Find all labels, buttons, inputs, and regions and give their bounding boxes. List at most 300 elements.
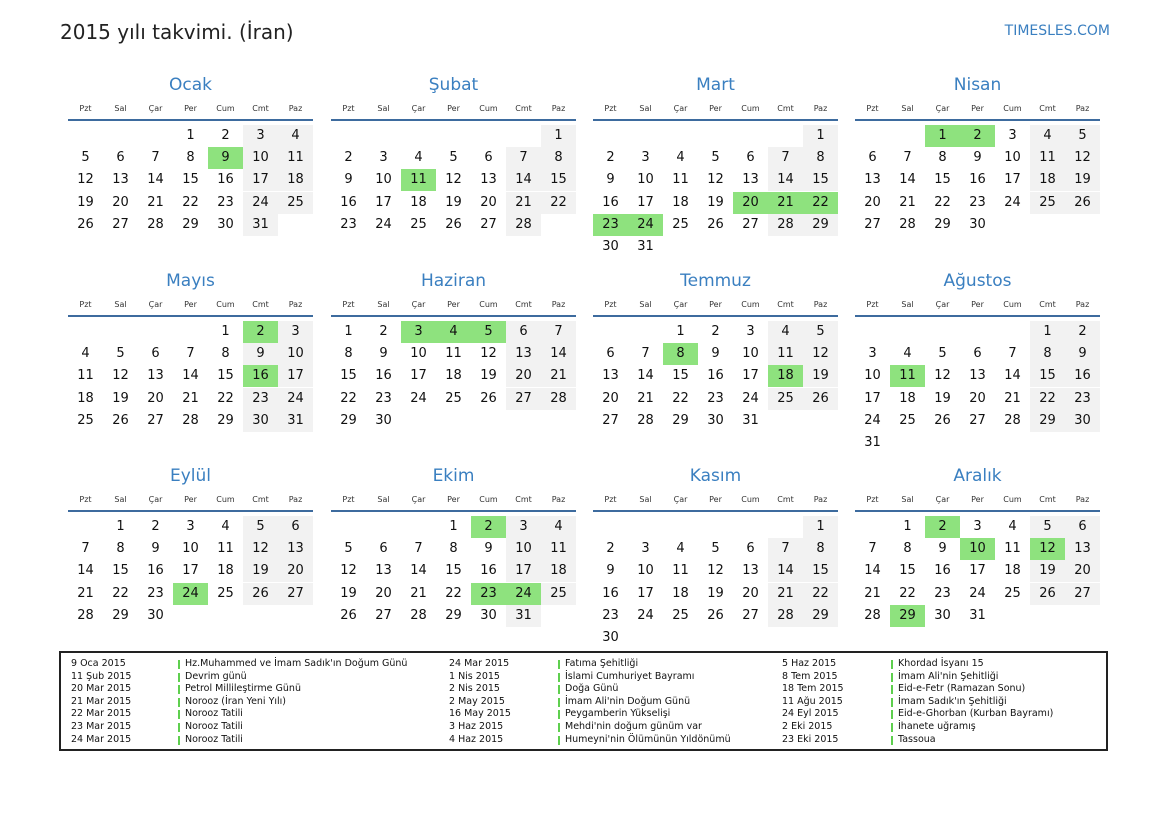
day-cell: 5 <box>938 346 947 362</box>
weekday-label: Sal <box>639 104 652 113</box>
holiday-marker-icon <box>178 660 180 669</box>
day-cell: 8 <box>903 541 912 557</box>
month-name: Temmuz <box>680 271 751 291</box>
day-cell: 10 <box>506 538 541 560</box>
day-cell: 24 <box>278 388 313 410</box>
day-cell: 27 <box>864 216 881 232</box>
holiday-name: İmam Ali'nin Doğum Günü <box>565 695 691 707</box>
holiday-marker-icon <box>558 736 560 745</box>
legend-column <box>449 658 789 746</box>
holiday-day-cell: 9 <box>208 147 243 169</box>
day-cell: 5 <box>711 150 720 166</box>
day-cell: 20 <box>742 585 759 601</box>
day-cell: 1 <box>803 125 838 147</box>
day-cell: 28 <box>77 607 94 623</box>
day-cell: 15 <box>1030 365 1065 387</box>
weekday-label: Cmt <box>777 300 794 309</box>
day-cell: 1 <box>449 519 458 534</box>
day-cell: 18 <box>445 368 462 384</box>
weekday-header <box>593 103 838 115</box>
weekday-label: Paz <box>813 300 828 309</box>
day-cell: 27 <box>278 583 313 605</box>
weekday-label: Paz <box>288 104 303 113</box>
weekday-label: Sal <box>377 300 390 309</box>
weekday-label: Sal <box>114 300 127 309</box>
weekday-label: Pzt <box>342 495 355 504</box>
day-cell: 8 <box>221 346 230 362</box>
weekday-label: Cmt <box>1039 300 1056 309</box>
month-11 <box>593 466 838 656</box>
holiday-date: 23 Eki 2015 <box>782 733 839 745</box>
weekday-label: Çar <box>148 300 163 309</box>
day-cell: 24 <box>864 412 881 428</box>
day-cell: 3 <box>186 519 195 534</box>
day-cell: 6 <box>868 150 877 166</box>
day-cell: 6 <box>116 150 125 166</box>
weekday-label: Çar <box>411 300 426 309</box>
holiday-marker-icon <box>891 736 893 745</box>
weekday-label: Çar <box>935 104 950 113</box>
day-cell: 3 <box>1008 128 1017 143</box>
day-cell: 11 <box>278 147 313 169</box>
day-cell: 6 <box>606 346 615 362</box>
day-cell: 27 <box>969 412 986 428</box>
legend-row <box>71 734 411 747</box>
holiday-date: 2 May 2015 <box>449 695 505 707</box>
day-cell: 19 <box>445 194 462 210</box>
day-cell: 17 <box>182 563 199 579</box>
holiday-date: 8 Tem 2015 <box>782 670 838 682</box>
legend-row <box>782 696 1122 709</box>
day-cell: 5 <box>116 346 125 362</box>
day-cell: 30 <box>934 607 951 623</box>
month-divider <box>593 119 838 121</box>
holiday-day-cell: 21 <box>768 192 803 214</box>
holiday-marker-icon <box>891 660 893 669</box>
month-name: Aralık <box>953 466 1002 486</box>
day-cell: 28 <box>506 214 541 236</box>
holiday-name: Humeyni'nin Ölümünün Yıldönümü <box>565 733 731 745</box>
day-cell: 26 <box>1065 192 1100 214</box>
day-cell: 16 <box>340 194 357 210</box>
weekday-header <box>68 299 313 311</box>
day-cell: 27 <box>480 216 497 232</box>
day-cell: 14 <box>1004 368 1021 384</box>
holiday-marker-icon <box>891 685 893 694</box>
day-cell: 25 <box>278 192 313 214</box>
site-link[interactable]: TIMESLES.COM <box>1004 23 1110 39</box>
day-cell: 15 <box>112 563 129 579</box>
day-cell: 20 <box>602 390 619 406</box>
day-cell: 29 <box>445 607 462 623</box>
weekday-label: Pzt <box>79 300 92 309</box>
day-cell: 5 <box>81 150 90 166</box>
day-cell: 16 <box>1065 365 1100 387</box>
day-cell: 23 <box>217 194 234 210</box>
month-name: Eylül <box>169 466 212 486</box>
day-cell: 12 <box>340 563 357 579</box>
holiday-day-cell: 23 <box>593 214 628 236</box>
day-cell: 10 <box>182 541 199 557</box>
holiday-name: Petrol Millileştirme Günü <box>185 683 301 695</box>
legend-row <box>782 658 1122 671</box>
weekday-label: Sal <box>901 300 914 309</box>
month-name: Haziran <box>420 271 487 291</box>
day-cell: 14 <box>506 169 541 191</box>
holiday-day-cell: 11 <box>401 169 436 191</box>
day-cell: 18 <box>541 560 576 582</box>
weekday-label: Paz <box>551 300 566 309</box>
holiday-day-cell: 10 <box>960 538 995 560</box>
day-cell: 1 <box>344 324 353 339</box>
day-cell: 6 <box>746 150 755 166</box>
holiday-name: Norooz (İran Yeni Yılı) <box>185 695 287 707</box>
day-cell: 19 <box>1065 169 1100 191</box>
day-cell: 6 <box>1065 516 1100 538</box>
day-cell: 28 <box>182 412 199 428</box>
holiday-date: 5 Haz 2015 <box>782 658 837 669</box>
day-cell: 20 <box>864 194 881 210</box>
day-cell: 30 <box>969 216 986 232</box>
day-cell: 4 <box>221 519 230 534</box>
day-cell: 25 <box>410 216 427 232</box>
day-cell: 22 <box>1030 388 1065 410</box>
month-divider <box>68 510 313 512</box>
day-cell: 17 <box>375 194 392 210</box>
day-cell: 22 <box>340 390 357 406</box>
weekday-header <box>331 494 576 506</box>
day-cell: 29 <box>340 412 357 428</box>
weekday-label: Per <box>184 104 197 113</box>
day-cell: 10 <box>864 368 881 384</box>
day-cell: 23 <box>969 194 986 210</box>
holiday-date: 23 Mar 2015 <box>71 720 132 732</box>
holiday-day-cell: 12 <box>1030 538 1065 560</box>
day-cell: 11 <box>77 368 94 384</box>
month-divider <box>331 315 576 317</box>
legend-row <box>782 671 1122 684</box>
day-cell: 29 <box>934 216 951 232</box>
day-cell: 29 <box>803 214 838 236</box>
legend-row <box>782 708 1122 721</box>
day-cell: 17 <box>506 560 541 582</box>
holiday-day-cell: 2 <box>243 321 278 343</box>
day-cell: 17 <box>742 368 759 384</box>
holiday-date: 11 Şub 2015 <box>71 670 132 682</box>
day-cell: 30 <box>1065 410 1100 432</box>
weekday-label: Paz <box>288 300 303 309</box>
day-cell: 17 <box>410 368 427 384</box>
day-cell: 23 <box>602 607 619 623</box>
day-cell: 15 <box>803 169 838 191</box>
weekday-label: Sal <box>114 104 127 113</box>
weekday-label: Cum <box>1003 495 1022 504</box>
holiday-name: Norooz Tatili <box>185 708 243 720</box>
day-cell: 3 <box>641 150 650 166</box>
legend-row <box>71 683 411 696</box>
day-cell: 31 <box>278 410 313 432</box>
day-cell: 20 <box>278 560 313 582</box>
holiday-name: Eid-e-Ghorban (Kurban Bayramı) <box>898 708 1054 720</box>
day-cell: 19 <box>707 585 724 601</box>
day-cell: 9 <box>344 172 353 188</box>
day-cell: 25 <box>1004 585 1021 601</box>
weekday-label: Sal <box>114 495 127 504</box>
day-cell: 27 <box>602 412 619 428</box>
holiday-name: İmam Ali'nin Şehitliği <box>898 670 999 682</box>
day-cell: 16 <box>602 585 619 601</box>
day-cell: 17 <box>243 169 278 191</box>
holiday-marker-icon <box>178 736 180 745</box>
day-cell: 10 <box>375 172 392 188</box>
holiday-marker-icon <box>558 673 560 682</box>
month-divider <box>855 119 1100 121</box>
weekday-label: Cum <box>479 300 498 309</box>
day-cell: 20 <box>969 390 986 406</box>
month-name: Ekim <box>432 466 475 486</box>
day-cell: 22 <box>803 583 838 605</box>
weekday-label: Çar <box>411 495 426 504</box>
day-cell: 9 <box>484 541 493 557</box>
legend-row <box>449 683 789 696</box>
day-cell: 18 <box>899 390 916 406</box>
day-cell: 28 <box>768 214 803 236</box>
holiday-name: İslami Cumhuriyet Bayramı <box>565 670 695 682</box>
day-cell: 9 <box>606 563 615 579</box>
day-cell: 29 <box>217 412 234 428</box>
day-cell: 24 <box>1004 194 1021 210</box>
legend-row <box>449 734 789 747</box>
day-cell: 9 <box>379 346 388 362</box>
day-cell: 23 <box>934 585 951 601</box>
month-divider <box>68 119 313 121</box>
day-cell: 27 <box>742 607 759 623</box>
weekday-label: Cum <box>216 104 235 113</box>
weekday-label: Sal <box>639 495 652 504</box>
day-cell: 12 <box>77 172 94 188</box>
weekday-label: Pzt <box>79 495 92 504</box>
weekday-label: Cmt <box>1039 495 1056 504</box>
day-cell: 8 <box>938 150 947 166</box>
day-cell: 9 <box>711 346 720 362</box>
legend-row <box>71 721 411 734</box>
day-cell: 28 <box>864 607 881 623</box>
holiday-day-cell: 23 <box>471 583 506 605</box>
weekday-label: Çar <box>673 104 688 113</box>
day-cell: 7 <box>641 346 650 362</box>
weekday-label: Çar <box>673 300 688 309</box>
day-cell: 2 <box>151 519 160 534</box>
day-cell: 21 <box>899 194 916 210</box>
weekday-label: Cmt <box>252 300 269 309</box>
day-cell: 6 <box>506 321 541 343</box>
day-cell: 13 <box>742 563 759 579</box>
day-cell: 7 <box>506 147 541 169</box>
day-cell: 13 <box>480 172 497 188</box>
holiday-name: Tassoua <box>898 733 936 745</box>
holiday-day-cell: 8 <box>663 343 698 365</box>
holiday-marker-icon <box>178 710 180 719</box>
holiday-name: Peygamberin Yükselişi <box>565 708 671 720</box>
day-cell: 12 <box>1065 147 1100 169</box>
day-cell: 20 <box>1065 560 1100 582</box>
weekday-header <box>331 103 576 115</box>
weekday-label: Çar <box>673 495 688 504</box>
legend-column <box>782 658 1122 746</box>
day-cell: 12 <box>243 538 278 560</box>
day-cell: 25 <box>445 390 462 406</box>
holiday-date: 18 Tem 2015 <box>782 683 844 695</box>
day-cell: 7 <box>414 541 423 557</box>
month-10 <box>331 466 576 656</box>
day-cell: 24 <box>243 192 278 214</box>
day-cell: 17 <box>1004 172 1021 188</box>
day-cell: 29 <box>803 605 838 627</box>
weekday-label: Cum <box>216 495 235 504</box>
holiday-day-cell: 11 <box>890 365 925 387</box>
day-cell: 26 <box>112 412 129 428</box>
day-cell: 22 <box>112 585 129 601</box>
holiday-name: Mehdi'nin doğum günüm var <box>565 720 702 732</box>
day-cell: 20 <box>112 194 129 210</box>
day-cell: 4 <box>1008 519 1017 534</box>
holiday-name: İmam Sadık'ın Şehitliği <box>898 695 1007 707</box>
holiday-legend <box>59 651 1108 751</box>
day-cell: 15 <box>934 172 951 188</box>
weekday-label: Pzt <box>342 104 355 113</box>
day-cell: 3 <box>973 519 982 534</box>
day-cell: 12 <box>803 343 838 365</box>
day-cell: 3 <box>506 516 541 538</box>
day-cell: 14 <box>77 563 94 579</box>
day-cell: 22 <box>934 194 951 210</box>
day-cell: 25 <box>77 412 94 428</box>
day-cell: 1 <box>803 516 838 538</box>
day-cell: 16 <box>147 563 164 579</box>
day-cell: 1 <box>221 324 230 339</box>
day-cell: 14 <box>637 368 654 384</box>
day-cell: 6 <box>278 516 313 538</box>
day-cell: 14 <box>864 563 881 579</box>
day-cell: 22 <box>541 192 576 214</box>
weekday-label: Cum <box>479 104 498 113</box>
weekday-label: Sal <box>901 495 914 504</box>
day-cell: 23 <box>147 585 164 601</box>
day-cell: 12 <box>707 172 724 188</box>
holiday-marker-icon <box>178 673 180 682</box>
day-cell: 20 <box>147 390 164 406</box>
legend-row <box>71 708 411 721</box>
day-cell: 14 <box>899 172 916 188</box>
day-cell: 7 <box>1008 346 1017 362</box>
day-cell: 26 <box>340 607 357 623</box>
day-cell: 10 <box>243 147 278 169</box>
day-cell: 2 <box>606 150 615 166</box>
holiday-marker-icon <box>891 698 893 707</box>
day-cell: 18 <box>672 585 689 601</box>
month-5 <box>68 271 313 461</box>
day-cell: 18 <box>1004 563 1021 579</box>
holiday-day-cell: 24 <box>506 583 541 605</box>
holiday-marker-icon <box>178 685 180 694</box>
day-cell: 4 <box>768 321 803 343</box>
day-cell: 26 <box>707 216 724 232</box>
day-cell: 4 <box>81 346 90 362</box>
holiday-date: 9 Oca 2015 <box>71 658 126 669</box>
day-cell: 5 <box>344 541 353 557</box>
day-cell: 16 <box>602 194 619 210</box>
day-cell: 30 <box>602 239 619 254</box>
holiday-day-cell: 2 <box>471 516 506 538</box>
day-cell: 8 <box>449 541 458 557</box>
holiday-name: Eid-e-Fetr (Ramazan Sonu) <box>898 683 1026 695</box>
weekday-label: Pzt <box>79 104 92 113</box>
day-cell: 21 <box>410 585 427 601</box>
holiday-marker-icon <box>891 723 893 732</box>
day-cell: 25 <box>541 583 576 605</box>
day-cell: 30 <box>375 412 392 428</box>
weekday-label: Sal <box>639 300 652 309</box>
day-cell: 16 <box>375 368 392 384</box>
day-cell: 2 <box>379 324 388 339</box>
day-cell: 13 <box>278 538 313 560</box>
day-cell: 7 <box>541 321 576 343</box>
day-cell: 23 <box>1065 388 1100 410</box>
day-cell: 22 <box>899 585 916 601</box>
day-cell: 16 <box>480 563 497 579</box>
weekday-header <box>68 494 313 506</box>
day-cell: 31 <box>864 435 881 450</box>
day-cell: 1 <box>541 125 576 147</box>
day-cell: 30 <box>707 412 724 428</box>
day-cell: 1 <box>676 324 685 339</box>
day-cell: 12 <box>445 172 462 188</box>
day-cell: 26 <box>803 388 838 410</box>
weekday-label: Pzt <box>604 104 617 113</box>
month-divider <box>855 510 1100 512</box>
day-cell: 15 <box>672 368 689 384</box>
day-cell: 3 <box>278 321 313 343</box>
day-cell: 11 <box>672 172 689 188</box>
weekday-label: Çar <box>935 300 950 309</box>
day-cell: 7 <box>868 541 877 557</box>
holiday-date: 2 Nis 2015 <box>449 683 500 695</box>
day-cell: 8 <box>803 147 838 169</box>
month-7 <box>593 271 838 461</box>
day-cell: 21 <box>768 583 803 605</box>
month-name: Kasım <box>689 466 742 486</box>
day-cell: 23 <box>707 390 724 406</box>
weekday-header <box>855 299 1100 311</box>
day-cell: 27 <box>375 607 392 623</box>
day-cell: 11 <box>672 563 689 579</box>
weekday-label: Cum <box>216 300 235 309</box>
legend-column <box>71 658 411 746</box>
day-cell: 25 <box>217 585 234 601</box>
weekday-label: Cum <box>479 495 498 504</box>
holiday-name: Fatıma Şehitliği <box>565 658 639 669</box>
day-cell: 5 <box>803 321 838 343</box>
holiday-marker-icon <box>558 723 560 732</box>
weekday-header <box>855 494 1100 506</box>
weekday-label: Per <box>709 104 722 113</box>
weekday-label: Cmt <box>515 104 532 113</box>
day-cell: 27 <box>1065 583 1100 605</box>
day-cell: 26 <box>77 216 94 232</box>
day-cell: 15 <box>182 172 199 188</box>
weekday-label: Pzt <box>604 300 617 309</box>
day-cell: 5 <box>1030 516 1065 538</box>
